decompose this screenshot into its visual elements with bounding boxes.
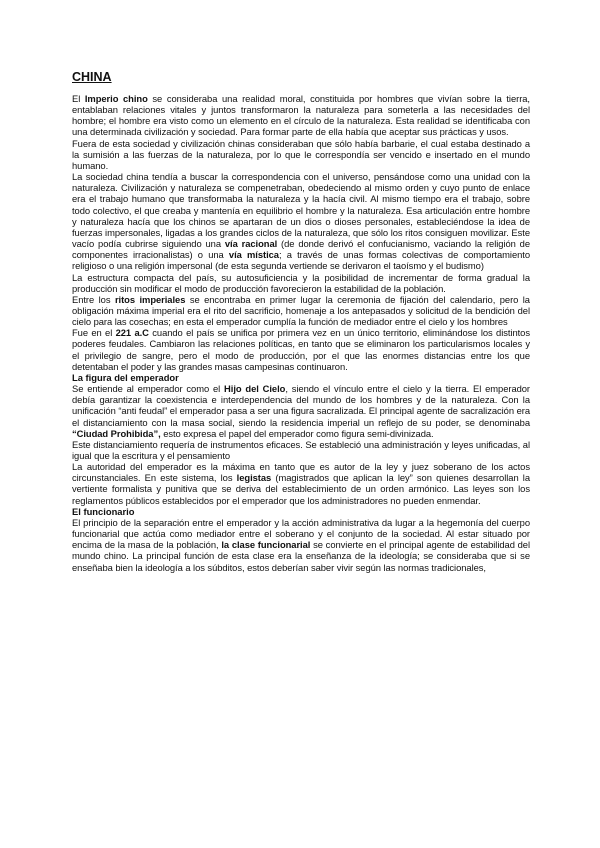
bold-term-ritos-imperiales: ritos imperiales [114, 293, 186, 305]
text-run: La sociedad china tendía a buscar la correspondencia con el universo, pensándose como una unidad con la naturaleza. Civilización y naturaleza se compenetraban, obedeciendo al mismo orden y cuyo punto de enlace era el trabajo humano que transformaba la naturaleza y la hacía civil. Al mismo tiempo era el trabajo, sobre todo colectivo, el que creaba y mantenía en equilibrio el hombre y la naturaleza. Esa articulación entre hombre y naturaleza hacía que los chinos se apartaran de un dios o dioses personales, estableciéndose la idea de fuerzas impersonales, ligadas a los grandes ciclos de la naturaleza, que sólo los ritos consiguen movilizar. Este vacío podía cubrirse siguiendo una [72, 171, 530, 250]
bold-term-ciudad-prohibida: “Ciudad Prohibida”, [72, 427, 161, 439]
paragraph-funcionario [72, 517, 530, 573]
paragraph-hijo-del-cielo [72, 383, 530, 439]
text-run: esto expresa el papel del emperador como figura semi-divinizada. [160, 427, 434, 439]
paragraph-unificacion [72, 327, 530, 372]
bold-term-imperio-chino: Imperio chino [84, 93, 148, 104]
text-run: Entre los [72, 293, 115, 305]
section-heading-emperador: La figura del emperador [72, 371, 179, 383]
bold-term-hijo-del-cielo: Hijo del Cielo [224, 383, 286, 395]
text-run: ; a través de unas formas colectivas de comportamiento religioso o una religión impersonal (de esta segunda vertiende se derivaron el taoísmo y el budismo) [72, 249, 530, 272]
bold-term-clase-funcionarial: la clase funcionarial [221, 539, 311, 551]
text-run: se encontraba en primer lugar la ceremonia de fijación del calendario, pero la obligación máxima imperial era el rito del sacrificio, homenaje a los antepasados y solicitud de la bendición del cielo para las cosechas; en esta el emperador cumplía la función de mediador entre el cielo y los hombres [72, 293, 530, 328]
text-run: La autoridad del emperador es la máxima en tanto que es autor de la ley y juez soberano de los actos circunstanciales. En este sistema, los [72, 461, 530, 484]
text-run: se consideraba una realidad moral, constituida por hombres que vivían sobre la tierra, entablaban relaciones vitales y juntos transformaron la naturaleza para someterla a las necesidades del hombre; el hombre era visto como un elemento en el círculo de la naturaleza. Esta realidad se identificaba con una determinada civilización y sociedad. Para formar parte de ella había que aceptar sus prácticas y usos. [72, 93, 530, 138]
section-heading-funcionario: El funcionario [72, 505, 135, 517]
text-run: Fue en el [72, 327, 116, 339]
paragraph-autoridad [72, 461, 530, 506]
paragraph-ritos-imperiales [72, 294, 530, 327]
text-run: cuando el país se unifica por primera vez en un único territorio, eliminándose los distintos poderes feudales. Cambiaron las relaciones políticas, en tanto que se eliminaron los particularismos locales y el privilegio de sangre, pero el modo de producción, por el que las enormes distancias entre los que detentaban el poder y las grandes masas campesinas continuaron. [72, 327, 530, 372]
text-run: (de donde derivó el confucianismo, vaciando la religión de componentes irracionalistas) o una [72, 238, 530, 261]
bold-term-legistas: legistas [236, 472, 272, 484]
paragraph-estructura: La estructura compacta del país, su autosuficiencia y la posibilidad de incrementar de forma gradual la producción sin modificar el modo de producción favorecieron la estabilidad de la población. [72, 271, 530, 294]
text-run: se convierte en el principal agente de estabilidad del mundo chino. La principal función de esta clase era la enseñanza de la ideología; se consideraba que si se enseñaba bien la ideología a los súbditos, estos deberían saber vivir según las normas tradicionales, [72, 539, 530, 573]
text-run: El [72, 93, 85, 104]
paragraph-barbarie: Fuera de esta sociedad y civilización chinas consideraban que sólo había barbarie, el cual estaba destinado a la sumisión a las fuerzas de la naturaleza, por lo que le correspondía ser vencido e insertado en el mundo humano. [72, 137, 530, 171]
paragraph-imperio-chino [72, 93, 530, 138]
bold-term-via-racional: vía racional [224, 238, 278, 250]
text-run: (magistrados que aplican la ley” son quienes desarrollan la vertiente formalista y punitiva que se deriva del establecimiento de un orden armónico. Las leyes son los reglamentos públicos establecidos por el emperador que los administradores no pueden enmendar. [72, 472, 530, 506]
document-title: CHINA [72, 70, 112, 84]
text-run: , siendo el vínculo entre el cielo y la tierra. El emperador debía garantizar la coexistencia e interdependencia del mundo de los hombres y de la naturaleza. Con la unificación “anti feudal” el emperador pasa a ser una figura sacralizada. El principal agente de sacralización era el distanciamiento con la masa social, siendo la residencia imperial un reflejo de su poder, se denominaba [72, 383, 531, 428]
paragraph-naturaleza [72, 171, 530, 271]
text-run: El principio de la separación entre el emperador y la acción administrativa da lugar a la hegemonía del cuerpo funcionarial que actúa como mediador entre el soberano y el conjunto de la sociedad. Al estar situado por encima de la masa de la población, [72, 516, 530, 551]
paragraph-distanciamiento: Este distanciamiento requería de instrumentos eficaces. Se estableció una administración y leyes unificadas, al igual que la escritura y el pensamiento [72, 438, 530, 461]
bold-term-via-mistica: vía mística [228, 249, 279, 261]
text-run: Se entiende al emperador como el [72, 383, 225, 395]
bold-term-221-ac: 221 a.C [115, 327, 149, 339]
